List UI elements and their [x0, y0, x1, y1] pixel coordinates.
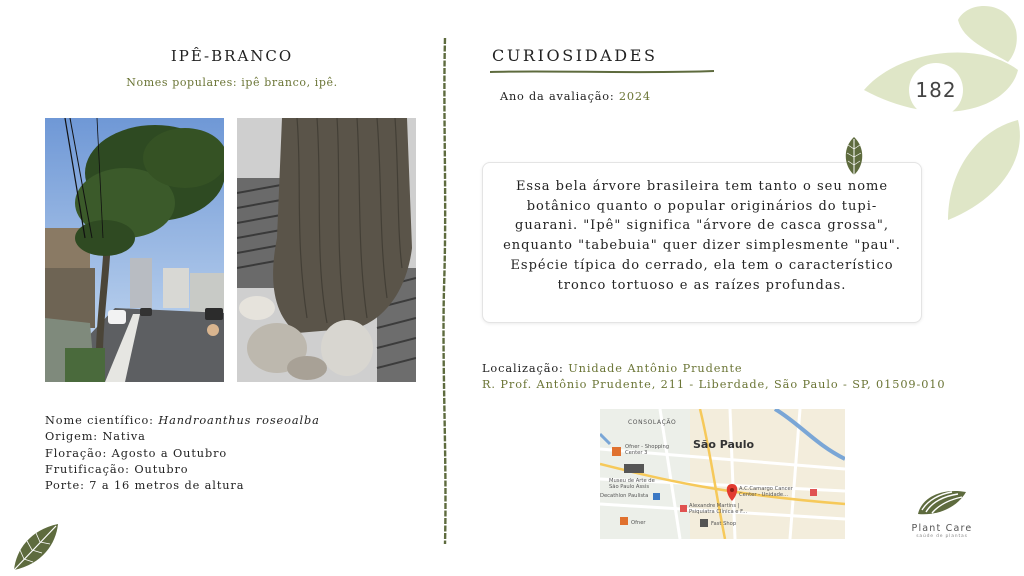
map-place: Decathlon Paulista — [600, 493, 649, 499]
popular-names: Nomes populares: ipê branco, ipê. — [126, 76, 338, 89]
map-place: Alexandre Martins | Psiquiatra Clínica e F... — [689, 503, 748, 515]
museum-icon — [624, 464, 644, 473]
curiosities-title: CURIOSIDADES — [492, 46, 658, 65]
address: R. Prof. Antônio Prudente, 211 - Liberdade, São Paulo - SP, 01509-010 — [482, 378, 946, 392]
map-place: Fast Shop — [711, 521, 737, 527]
tree-photo-street — [45, 118, 224, 382]
scientific-name-row — [45, 413, 320, 429]
map-place: Museu de Arte de São Paulo Assis — [609, 478, 655, 490]
map-place: A.C.Camargo Cancer Center - Unidade... — [739, 486, 793, 498]
species-title: IPÊ-BRANCO — [170, 47, 294, 65]
title-underline — [490, 69, 714, 75]
leaf-icon — [843, 137, 865, 177]
size-row: Porte: 7 a 16 metros de altura — [45, 479, 245, 493]
map-place: Ofner - Shopping Center 3 — [625, 444, 670, 456]
evaluation-year — [500, 90, 651, 103]
logo-name: Plant Care — [911, 523, 973, 534]
plant-care-logo-mark — [914, 486, 970, 518]
species-facts — [45, 413, 320, 494]
flowering-row: Floração: Agosto a Outubro — [45, 446, 228, 460]
hospital-icon — [680, 505, 687, 512]
tree-number-badge: 182 — [915, 78, 957, 102]
leaf-icon — [10, 520, 62, 572]
fruiting-row: Frutificação: Outubro — [45, 462, 189, 476]
location-value: Unidade Antônio Prudente — [568, 362, 743, 375]
plant-care-logo — [905, 486, 979, 544]
logo-tagline: saúde de plantas — [916, 534, 968, 539]
map-neighborhood: CONSOLAÇÃO — [628, 419, 677, 426]
scientific-name-label: Nome científico: — [45, 414, 159, 427]
origin-row: Origem: Nativa — [45, 430, 146, 444]
tree-photo-trunk — [237, 118, 416, 382]
map-place: Ofner — [631, 520, 646, 526]
shop-icon — [612, 447, 621, 456]
curiosity-card — [482, 162, 922, 323]
location-row — [482, 361, 945, 377]
map-city: São Paulo — [693, 438, 755, 451]
year-value: 2024 — [618, 90, 651, 103]
column-divider — [441, 38, 449, 544]
location-map[interactable] — [600, 409, 845, 539]
location-info — [482, 361, 945, 394]
curiosity-text: Essa bela árvore brasileira tem tanto o seu nome botânico quanto o popular originários do tupi-guarani. "Ipê" significa "árvore de casca grossa", enquanto "tabebuia" quer dizer simplesmente "pau". Espécie típica do cerrado, ela tem o característico tronco tortuoso e as raízes profundas. — [503, 179, 901, 293]
scientific-name-value: Handroanthus roseoalba — [158, 414, 320, 427]
year-label: Ano da avaliação: — [500, 90, 619, 103]
location-label: Localização: — [482, 362, 569, 375]
